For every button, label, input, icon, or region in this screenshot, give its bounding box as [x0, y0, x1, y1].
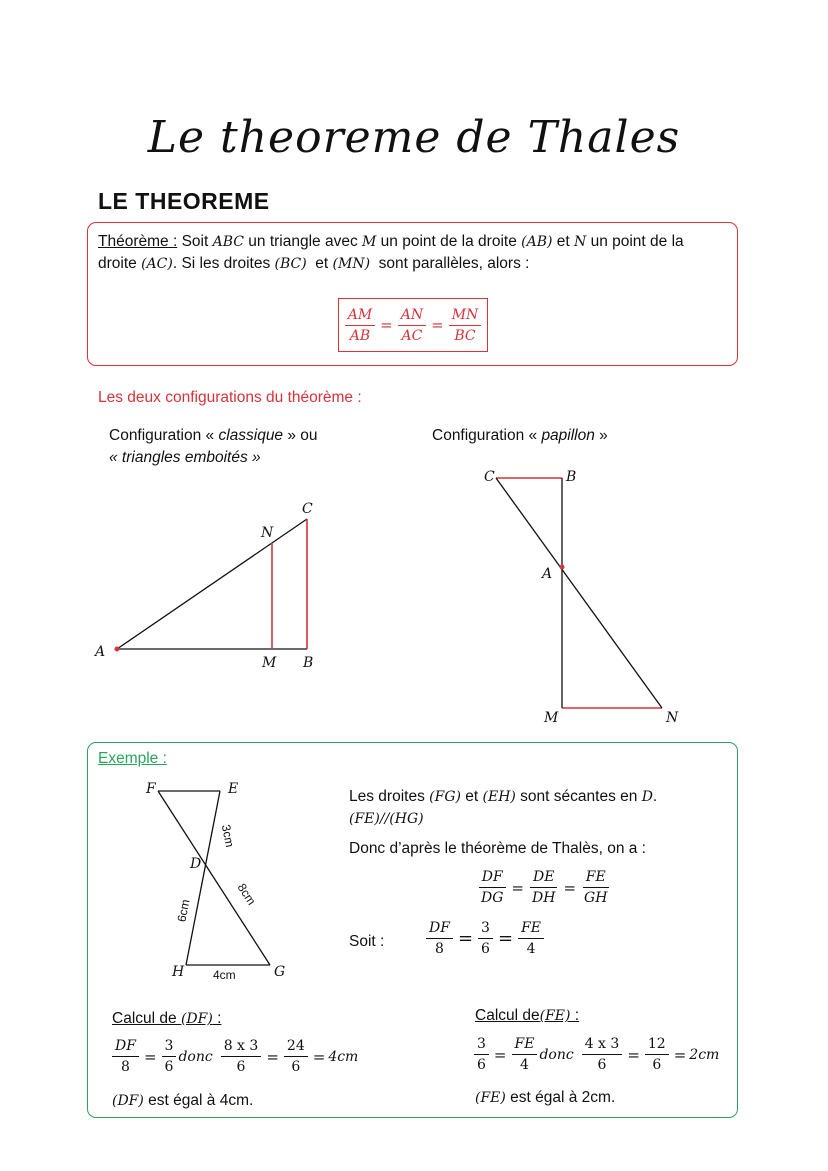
fraction-am-ab: $\frac{AM}{AB}$ — [345, 307, 375, 344]
configurations-heading: Les deux configurations du théorème : — [98, 389, 362, 406]
example-line-1: Les droites (FG) et (EH) sont sécantes en D. — [349, 788, 658, 805]
segment-ac — [117, 519, 307, 649]
label-point-n: N — [261, 525, 274, 541]
point-a-dot-butterfly — [560, 565, 565, 570]
fraction-mn-bc: $\frac{MN}{BC}$ — [449, 307, 482, 344]
label-point-b-butterfly: B — [566, 469, 577, 485]
example-line-2: (FE)//(HG) — [349, 811, 424, 827]
theorem-label: Théorème : — [98, 233, 178, 250]
theorem-line-2: droite (AC). Si les droites (BC) et (MN) sont parallèles, alors : — [98, 255, 530, 272]
label-point-c: C — [302, 501, 313, 517]
butterfly-config-label: Configuration « papillon » — [432, 427, 608, 444]
example-soit-ratio: $\frac{DF}{8}$ = $\frac{3}{6}$ = $\frac{FE}{4}$ — [424, 920, 546, 957]
label-point-d: D — [190, 856, 202, 872]
label-point-a-butterfly: A — [542, 566, 553, 582]
calc-fe-equation: $\frac{3}{6}$ = $\frac{FE}{4}$ donc $\frac{4 x 3}{6}$ = $\frac{12}{6}$ = 2cm — [472, 1036, 719, 1073]
point-a-dot — [115, 647, 120, 652]
calc-fe-heading: Calcul de(FE) : — [475, 1007, 580, 1024]
butterfly-figure — [484, 469, 679, 726]
label-point-b: B — [303, 655, 314, 671]
theorem-formula: $\frac{AM}{AB}$ = $\frac{AN}{AC}$ = $\frac{MN}{BC}$ — [338, 298, 488, 352]
length-hg: 4cm — [213, 968, 236, 982]
classic-config-label: Configuration « classique » ou « triangles emboités » — [109, 427, 318, 466]
example-ratio: $\frac{DF}{DG}$ = $\frac{DE}{DH}$ = $\frac{FE}{GH}$ — [476, 869, 612, 906]
label-point-a: A — [95, 644, 106, 660]
calc-df-equation: $\frac{DF}{8}$ = $\frac{3}{6}$ donc $\frac{8 x 3}{6}$ = $\frac{24}{6}$ = 4cm — [110, 1038, 358, 1075]
label-point-g: G — [274, 964, 286, 980]
fraction-an-ac: $\frac{AN}{AC}$ — [398, 307, 426, 344]
length-de: 3cm — [218, 823, 237, 849]
segment-cn — [496, 478, 662, 708]
calc-df-heading: Calcul de (DF) : — [112, 1010, 222, 1027]
example-line-3: Donc d’après le théorème de Thalès, on a : — [349, 840, 646, 857]
length-dg: 8cm — [234, 880, 259, 908]
soit-label: Soit : — [349, 933, 385, 950]
calc-fe-conclusion: (FE) est égal à 2cm. — [475, 1089, 616, 1106]
classic-triangle-figure — [93, 501, 313, 671]
section-heading: LE THEOREME — [98, 188, 270, 214]
label-point-c-butterfly: C — [484, 469, 495, 485]
label-point-m: M — [262, 655, 277, 671]
label-point-h: H — [172, 964, 185, 980]
label-point-n-butterfly: N — [666, 710, 679, 726]
page-title: Le theoreme de Thales — [147, 112, 681, 163]
theorem-line-1: Théorème : Soit ABC un triangle avec M un point de la droite (AB) et N un point de la — [98, 233, 684, 250]
label-point-m-butterfly: M — [544, 710, 559, 726]
label-point-e: E — [228, 781, 239, 797]
length-dh: 6cm — [174, 898, 193, 924]
calc-df-conclusion: (DF) est égal à 4cm. — [112, 1092, 254, 1109]
example-label: Exemple : — [98, 750, 167, 767]
label-point-f: F — [146, 781, 156, 797]
